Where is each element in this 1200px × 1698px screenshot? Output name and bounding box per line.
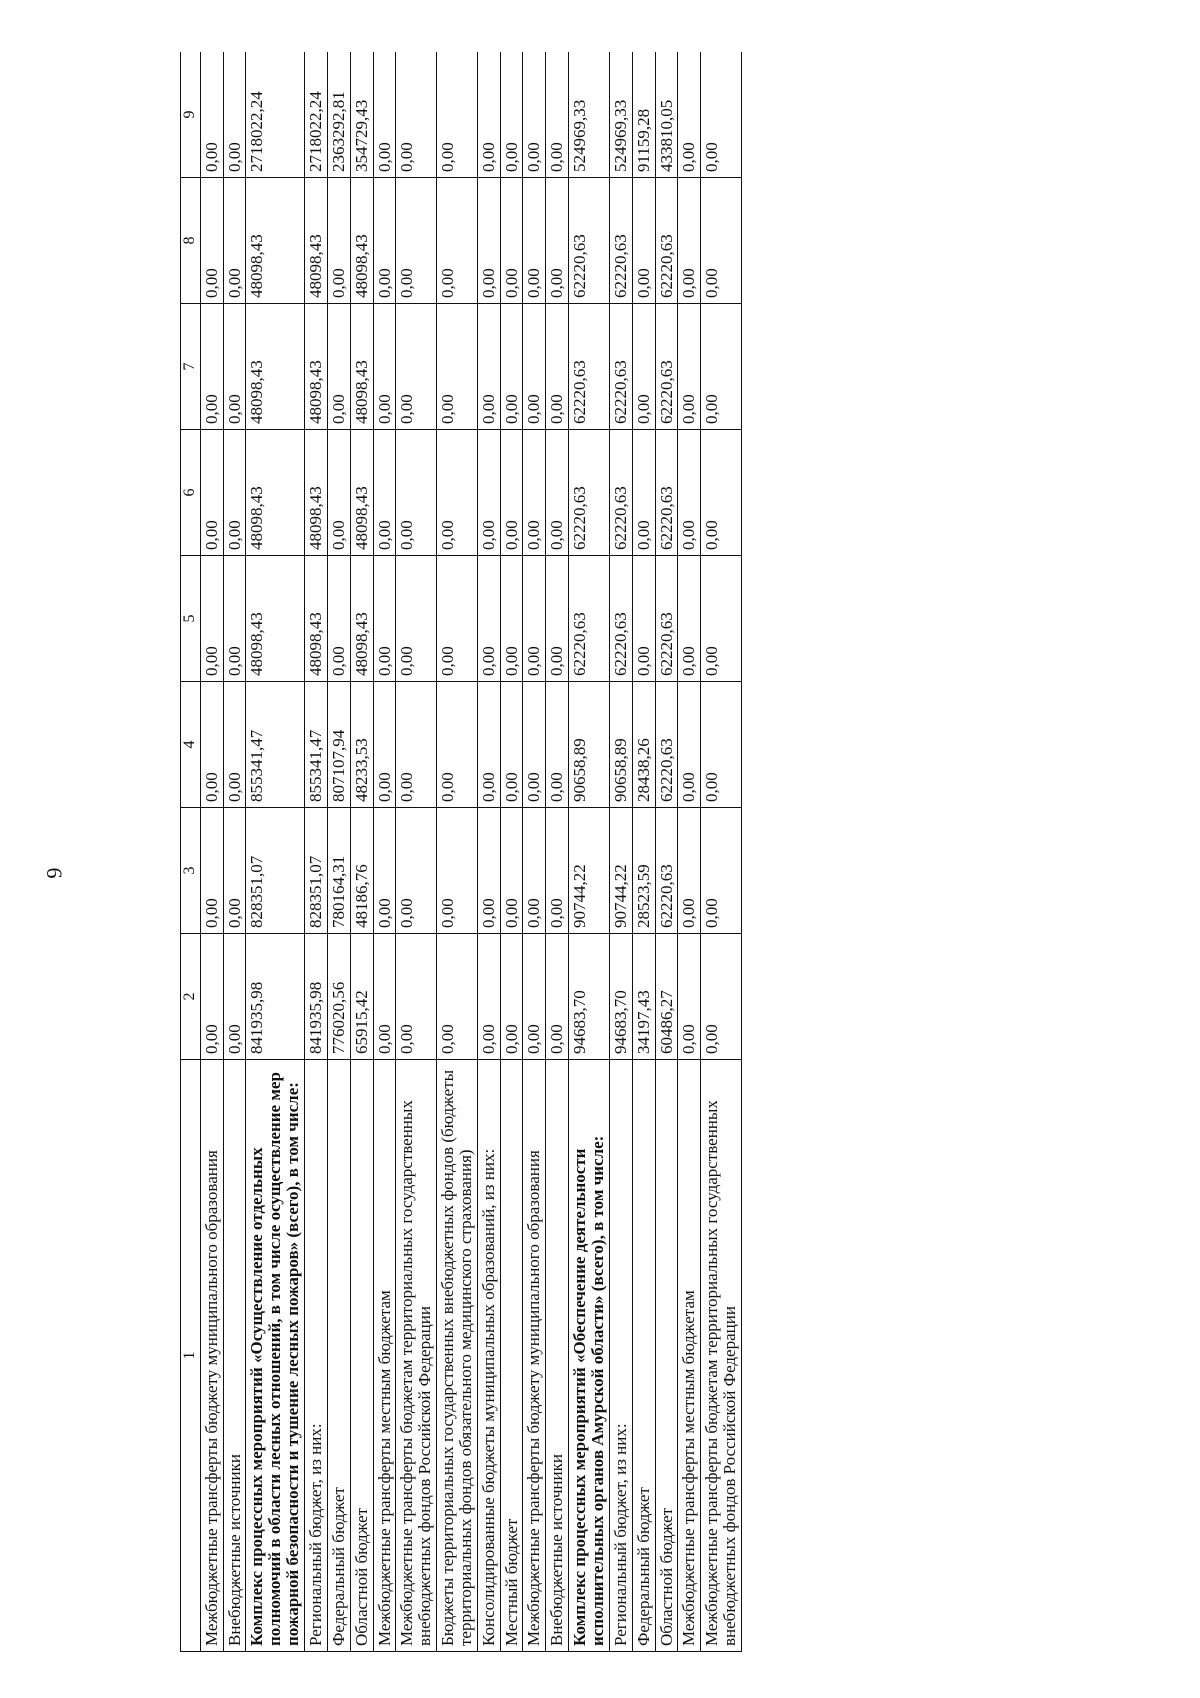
cell-value: 65915,42 xyxy=(350,934,373,1060)
cell-value: 90744,22 xyxy=(569,808,610,934)
cell-value: 62220,63 xyxy=(609,430,632,556)
cell-value: 0,00 xyxy=(396,430,437,556)
cell-value: 0,00 xyxy=(546,304,569,430)
table-row xyxy=(546,52,569,1652)
table-row xyxy=(477,52,500,1652)
cell-value: 62220,63 xyxy=(655,808,678,934)
column-header-9: 9 xyxy=(181,52,201,178)
cell-value: 62220,63 xyxy=(655,430,678,556)
cell-value: 0,00 xyxy=(701,52,742,178)
cell-value: 2363292,81 xyxy=(327,52,350,178)
cell-value: 0,00 xyxy=(373,304,396,430)
cell-value: 0,00 xyxy=(327,430,350,556)
cell-value: 0,00 xyxy=(546,556,569,682)
cell-value: 780164,31 xyxy=(327,808,350,934)
row-label: Межбюджетные трансферты бюджетам территориальных государственных внебюджетных фондов Российской Федерации xyxy=(396,1060,437,1652)
row-label: Консолидированные бюджеты муниципальных образований, из них: xyxy=(477,1060,500,1652)
cell-value: 0,00 xyxy=(396,808,437,934)
cell-value: 48098,43 xyxy=(305,304,328,430)
cell-value: 48098,43 xyxy=(350,178,373,304)
cell-value: 60486,27 xyxy=(655,934,678,1060)
cell-value: 0,00 xyxy=(437,178,478,304)
cell-value: 0,00 xyxy=(200,556,223,682)
cell-value: 62220,63 xyxy=(569,430,610,556)
cell-value: 807107,94 xyxy=(327,682,350,808)
cell-value: 0,00 xyxy=(223,178,246,304)
cell-value: 0,00 xyxy=(523,556,546,682)
cell-value: 0,00 xyxy=(437,808,478,934)
cell-value: 828351,07 xyxy=(305,808,328,934)
cell-value: 0,00 xyxy=(223,808,246,934)
cell-value: 0,00 xyxy=(200,808,223,934)
cell-value: 0,00 xyxy=(701,430,742,556)
cell-value: 48098,43 xyxy=(305,556,328,682)
cell-value: 0,00 xyxy=(373,556,396,682)
cell-value: 0,00 xyxy=(678,934,701,1060)
cell-value: 0,00 xyxy=(632,304,655,430)
page-number: 6 xyxy=(42,867,67,879)
table-row xyxy=(523,52,546,1652)
cell-value: 776020,56 xyxy=(327,934,350,1060)
cell-value: 0,00 xyxy=(223,556,246,682)
cell-value: 0,00 xyxy=(200,430,223,556)
cell-value: 0,00 xyxy=(223,934,246,1060)
cell-value: 0,00 xyxy=(523,682,546,808)
cell-value: 0,00 xyxy=(701,808,742,934)
cell-value: 0,00 xyxy=(546,934,569,1060)
table-body xyxy=(200,52,741,1652)
cell-value: 34197,43 xyxy=(632,934,655,1060)
table-row xyxy=(305,52,328,1652)
cell-value: 0,00 xyxy=(546,178,569,304)
row-label: Федеральный бюджет xyxy=(327,1060,350,1652)
cell-value: 0,00 xyxy=(678,808,701,934)
cell-value: 0,00 xyxy=(632,556,655,682)
table-row xyxy=(396,52,437,1652)
cell-value: 90744,22 xyxy=(609,808,632,934)
cell-value: 0,00 xyxy=(523,808,546,934)
cell-value: 0,00 xyxy=(327,556,350,682)
cell-value: 0,00 xyxy=(396,178,437,304)
cell-value: 0,00 xyxy=(223,430,246,556)
cell-value: 0,00 xyxy=(200,304,223,430)
cell-value: 48233,53 xyxy=(350,682,373,808)
cell-value: 0,00 xyxy=(477,934,500,1060)
cell-value: 0,00 xyxy=(701,556,742,682)
cell-value: 2718022,24 xyxy=(305,52,328,178)
cell-value: 48098,43 xyxy=(350,304,373,430)
column-header-3: 3 xyxy=(181,808,201,934)
row-label: Внебюджетные источники xyxy=(546,1060,569,1652)
table-row xyxy=(350,52,373,1652)
row-label: Местный бюджет xyxy=(500,1060,523,1652)
cell-value: 91159,28 xyxy=(632,52,655,178)
cell-value: 0,00 xyxy=(200,682,223,808)
cell-value: 0,00 xyxy=(477,52,500,178)
table-row xyxy=(200,52,223,1652)
cell-value: 0,00 xyxy=(396,52,437,178)
cell-value: 90658,89 xyxy=(609,682,632,808)
cell-value: 855341,47 xyxy=(246,682,305,808)
table-row xyxy=(632,52,655,1652)
cell-value: 0,00 xyxy=(678,556,701,682)
cell-value: 0,00 xyxy=(396,682,437,808)
cell-value: 0,00 xyxy=(523,430,546,556)
cell-value: 0,00 xyxy=(200,52,223,178)
cell-value: 62220,63 xyxy=(609,178,632,304)
cell-value: 48098,43 xyxy=(246,178,305,304)
cell-value: 524969,33 xyxy=(609,52,632,178)
cell-value: 0,00 xyxy=(500,304,523,430)
cell-value: 0,00 xyxy=(500,808,523,934)
column-header-2: 2 xyxy=(181,934,201,1060)
cell-value: 0,00 xyxy=(678,304,701,430)
cell-value: 62220,63 xyxy=(655,556,678,682)
cell-value: 0,00 xyxy=(477,682,500,808)
column-header-1: 1 xyxy=(181,1060,201,1652)
cell-value: 0,00 xyxy=(477,808,500,934)
cell-value: 0,00 xyxy=(477,430,500,556)
cell-value: 2718022,24 xyxy=(246,52,305,178)
cell-value: 0,00 xyxy=(396,304,437,430)
cell-value: 0,00 xyxy=(678,682,701,808)
cell-value: 62220,63 xyxy=(609,556,632,682)
cell-value: 0,00 xyxy=(373,808,396,934)
cell-value: 0,00 xyxy=(500,178,523,304)
table-rotation-frame xyxy=(180,52,1078,1652)
table-row xyxy=(678,52,701,1652)
cell-value: 48186,76 xyxy=(350,808,373,934)
table-header-row xyxy=(181,52,201,1652)
row-label: Бюджеты территориальных государственных внебюджетных фондов (бюджеты территориальных фондов обязательного медицинского страхования) xyxy=(437,1060,478,1652)
row-label: Комплекс процессных мероприятий «Осуществление отдельных полномочий в области лесных отношений, в том числе осуществление мер пожарной безопасности и тушение лесных пожаров» (всего), в том числе: xyxy=(246,1060,305,1652)
cell-value: 48098,43 xyxy=(305,178,328,304)
cell-value: 0,00 xyxy=(500,934,523,1060)
cell-value: 0,00 xyxy=(632,178,655,304)
cell-value: 0,00 xyxy=(546,52,569,178)
cell-value: 0,00 xyxy=(437,430,478,556)
cell-value: 0,00 xyxy=(546,682,569,808)
cell-value: 0,00 xyxy=(678,52,701,178)
rotated-table-container xyxy=(180,52,1078,1652)
cell-value: 0,00 xyxy=(373,934,396,1060)
row-label: Межбюджетные трансферты бюджету муниципального образования xyxy=(200,1060,223,1652)
cell-value: 0,00 xyxy=(437,934,478,1060)
table-row xyxy=(246,52,305,1652)
column-header-6: 6 xyxy=(181,430,201,556)
table-row xyxy=(373,52,396,1652)
cell-value: 0,00 xyxy=(327,304,350,430)
cell-value: 0,00 xyxy=(373,682,396,808)
cell-value: 0,00 xyxy=(678,178,701,304)
cell-value: 0,00 xyxy=(523,934,546,1060)
cell-value: 0,00 xyxy=(500,52,523,178)
cell-value: 48098,43 xyxy=(246,304,305,430)
cell-value: 841935,98 xyxy=(246,934,305,1060)
cell-value: 0,00 xyxy=(500,556,523,682)
cell-value: 855341,47 xyxy=(305,682,328,808)
cell-value: 0,00 xyxy=(437,682,478,808)
cell-value: 62220,63 xyxy=(569,178,610,304)
cell-value: 0,00 xyxy=(701,178,742,304)
cell-value: 28438,26 xyxy=(632,682,655,808)
row-label: Областной бюджет xyxy=(655,1060,678,1652)
cell-value: 524969,33 xyxy=(569,52,610,178)
cell-value: 0,00 xyxy=(223,52,246,178)
cell-value: 0,00 xyxy=(477,556,500,682)
table-row xyxy=(500,52,523,1652)
table-row xyxy=(701,52,742,1652)
cell-value: 433810,05 xyxy=(655,52,678,178)
cell-value: 62220,63 xyxy=(569,304,610,430)
budget-table xyxy=(180,52,742,1652)
table-row xyxy=(437,52,478,1652)
table-row xyxy=(655,52,678,1652)
cell-value: 48098,43 xyxy=(305,430,328,556)
cell-value: 28523,59 xyxy=(632,808,655,934)
table-row xyxy=(223,52,246,1652)
column-header-5: 5 xyxy=(181,556,201,682)
cell-value: 0,00 xyxy=(523,52,546,178)
cell-value: 0,00 xyxy=(373,52,396,178)
row-label: Межбюджетные трансферты местным бюджетам xyxy=(373,1060,396,1652)
cell-value: 62220,63 xyxy=(655,682,678,808)
cell-value: 48098,43 xyxy=(246,430,305,556)
cell-value: 0,00 xyxy=(396,556,437,682)
cell-value: 354729,43 xyxy=(350,52,373,178)
table-row xyxy=(327,52,350,1652)
row-label: Межбюджетные трансферты бюджету муниципального образования xyxy=(523,1060,546,1652)
column-header-4: 4 xyxy=(181,682,201,808)
cell-value: 94683,70 xyxy=(609,934,632,1060)
cell-value: 0,00 xyxy=(200,178,223,304)
cell-value: 0,00 xyxy=(678,430,701,556)
column-header-7: 7 xyxy=(181,304,201,430)
cell-value: 0,00 xyxy=(701,682,742,808)
cell-value: 0,00 xyxy=(546,808,569,934)
cell-value: 0,00 xyxy=(396,934,437,1060)
row-label: Федеральный бюджет xyxy=(632,1060,655,1652)
row-label: Межбюджетные трансферты местным бюджетам xyxy=(678,1060,701,1652)
cell-value: 48098,43 xyxy=(246,556,305,682)
row-label: Региональный бюджет, из них: xyxy=(305,1060,328,1652)
cell-value: 0,00 xyxy=(373,430,396,556)
cell-value: 0,00 xyxy=(477,178,500,304)
table-row xyxy=(569,52,610,1652)
cell-value: 0,00 xyxy=(546,430,569,556)
cell-value: 0,00 xyxy=(373,178,396,304)
cell-value: 841935,98 xyxy=(305,934,328,1060)
cell-value: 0,00 xyxy=(327,178,350,304)
cell-value: 90658,89 xyxy=(569,682,610,808)
cell-value: 0,00 xyxy=(523,304,546,430)
row-label: Региональный бюджет, из них: xyxy=(609,1060,632,1652)
cell-value: 0,00 xyxy=(223,304,246,430)
cell-value: 828351,07 xyxy=(246,808,305,934)
cell-value: 48098,43 xyxy=(350,556,373,682)
table-row xyxy=(609,52,632,1652)
cell-value: 0,00 xyxy=(500,430,523,556)
cell-value: 0,00 xyxy=(632,430,655,556)
cell-value: 62220,63 xyxy=(655,304,678,430)
cell-value: 0,00 xyxy=(477,304,500,430)
cell-value: 94683,70 xyxy=(569,934,610,1060)
cell-value: 0,00 xyxy=(200,934,223,1060)
cell-value: 0,00 xyxy=(701,304,742,430)
cell-value: 0,00 xyxy=(437,304,478,430)
row-label: Комплекс процессных мероприятий «Обеспечение деятельности исполнительных органов Амурской области» (всего), в том числе: xyxy=(569,1060,610,1652)
cell-value: 0,00 xyxy=(437,556,478,682)
column-header-8: 8 xyxy=(181,178,201,304)
row-label: Областной бюджет xyxy=(350,1060,373,1652)
row-label: Межбюджетные трансферты бюджетам территориальных государственных внебюджетных фондов Российской Федерации xyxy=(701,1060,742,1652)
cell-value: 62220,63 xyxy=(655,178,678,304)
cell-value: 62220,63 xyxy=(609,304,632,430)
cell-value: 62220,63 xyxy=(569,556,610,682)
cell-value: 0,00 xyxy=(701,934,742,1060)
cell-value: 48098,43 xyxy=(350,430,373,556)
row-label: Внебюджетные источники xyxy=(223,1060,246,1652)
cell-value: 0,00 xyxy=(500,682,523,808)
cell-value: 0,00 xyxy=(523,178,546,304)
cell-value: 0,00 xyxy=(437,52,478,178)
cell-value: 0,00 xyxy=(223,682,246,808)
